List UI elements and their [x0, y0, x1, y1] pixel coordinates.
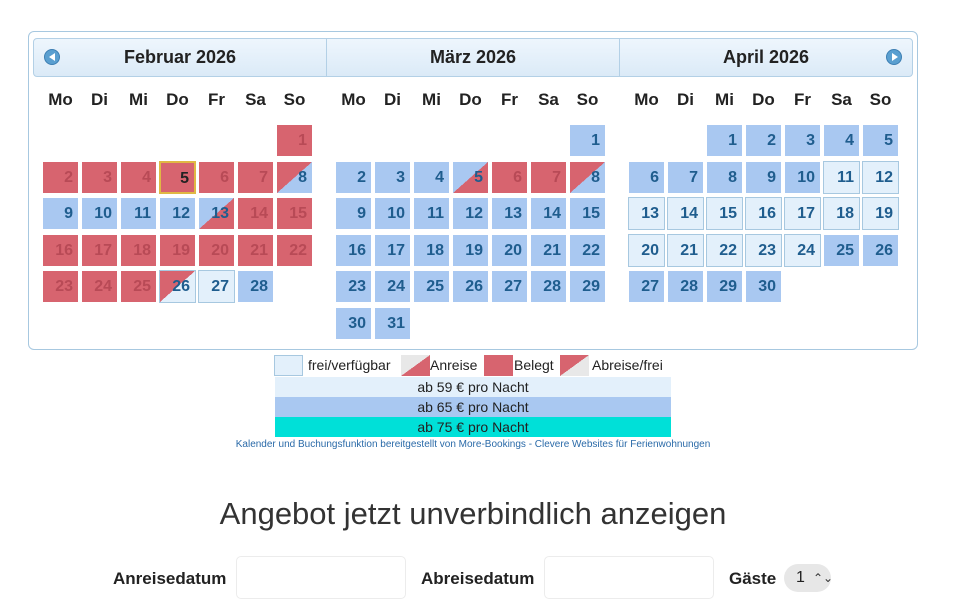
- month-title-march: März 2026: [429, 47, 517, 67]
- calendar-day[interactable]: 25: [120, 270, 157, 303]
- calendar-day[interactable]: 6: [628, 161, 665, 194]
- calendar-day[interactable]: 26: [862, 234, 899, 267]
- legend-swatch-departure: [560, 355, 589, 376]
- calendar-day[interactable]: 8: [569, 161, 606, 194]
- calendar-day[interactable]: 14: [667, 197, 704, 230]
- month-title-april: April 2026: [722, 47, 810, 67]
- calendar-day[interactable]: 13: [198, 197, 235, 230]
- calendar-day[interactable]: 28: [667, 270, 704, 303]
- weekday-header: Mo: [341, 90, 366, 109]
- arrival-date-input[interactable]: [236, 556, 406, 599]
- calendar-day[interactable]: 16: [335, 234, 372, 267]
- chevron-right-icon: [892, 53, 898, 61]
- calendar-day[interactable]: 11: [413, 197, 450, 230]
- weekday-header: Fr: [208, 90, 225, 109]
- guests-value: 1: [796, 569, 805, 586]
- guests-select[interactable]: [784, 564, 834, 592]
- provider-credit-link[interactable]: Kalender und Buchungsfunktion bereitgestellt von More-Bookings - Clevere Websites für Ferienwohnungen: [235, 439, 711, 450]
- calendar-day[interactable]: 6: [491, 161, 528, 194]
- departure-date-label: Abreisedatum: [421, 569, 535, 588]
- calendar-day[interactable]: 5: [452, 161, 489, 194]
- weekday-header: Sa: [831, 90, 852, 109]
- price-tier-65: ab 65 € pro Nacht: [275, 397, 671, 417]
- calendar-day[interactable]: 23: [335, 270, 372, 303]
- weekday-header: So: [576, 90, 599, 109]
- legend-label-booked: Belegt: [514, 357, 554, 373]
- calendar-day[interactable]: 1: [569, 124, 606, 157]
- calendar-day[interactable]: 11: [823, 161, 860, 194]
- legend-swatch-booked: [484, 355, 513, 376]
- calendar-day[interactable]: 26: [452, 270, 489, 303]
- legend-label-arrival: Anreise: [430, 357, 478, 373]
- weekday-header: Do: [752, 90, 775, 109]
- weekday-header: Mo: [634, 90, 659, 109]
- offer-title: Angebot jetzt unverbindlich anzeigen: [219, 496, 727, 531]
- weekday-header: Fr: [501, 90, 518, 109]
- calendar-day[interactable]: 17: [784, 197, 821, 230]
- weekday-header: Di: [384, 90, 401, 109]
- price-tier-59: ab 59 € pro Nacht: [275, 377, 671, 397]
- calendar-day[interactable]: 20: [491, 234, 528, 267]
- weekday-header: Mi: [129, 90, 148, 109]
- weekday-header: Mo: [48, 90, 73, 109]
- calendar-day[interactable]: 26: [159, 270, 196, 303]
- calendar-header: [33, 38, 913, 77]
- calendar-legend: [274, 355, 674, 376]
- price-tier-75: ab 75 € pro Nacht: [275, 417, 671, 437]
- calendar-day[interactable]: 3: [374, 161, 411, 194]
- calendar-day[interactable]: 28: [530, 270, 567, 303]
- calendar-day[interactable]: 16: [745, 197, 782, 230]
- calendar-day[interactable]: 2: [42, 161, 79, 194]
- calendar-day[interactable]: 19: [862, 197, 899, 230]
- calendar-day[interactable]: 18: [413, 234, 450, 267]
- calendar-day[interactable]: 6: [198, 161, 235, 194]
- calendar-day[interactable]: 8: [276, 161, 313, 194]
- calendar-day[interactable]: 19: [452, 234, 489, 267]
- next-month-button[interactable]: [886, 49, 902, 65]
- calendar-day[interactable]: 1: [706, 124, 743, 157]
- calendar-day[interactable]: 27: [198, 270, 235, 303]
- calendar-day[interactable]: 9: [745, 161, 782, 194]
- legend-swatch-arrival: [401, 355, 430, 376]
- calendar-day[interactable]: 8: [706, 161, 743, 194]
- calendar-day[interactable]: 29: [706, 270, 743, 303]
- calendar-day[interactable]: 20: [628, 234, 665, 267]
- weekday-header: Sa: [245, 90, 266, 109]
- weekday-header: Mi: [422, 90, 441, 109]
- calendar-day[interactable]: 7: [530, 161, 567, 194]
- calendar-day[interactable]: 4: [120, 161, 157, 194]
- calendar-day[interactable]: 12: [159, 197, 196, 230]
- calendar-day[interactable]: 10: [374, 197, 411, 230]
- calendar-day[interactable]: 24: [81, 270, 118, 303]
- calendar-day[interactable]: 9: [335, 197, 372, 230]
- calendar-day[interactable]: 12: [452, 197, 489, 230]
- legend-swatch-free: [274, 355, 303, 376]
- calendar-day[interactable]: 15: [706, 197, 743, 230]
- calendar-day[interactable]: 30: [335, 307, 372, 340]
- calendar-day[interactable]: 23: [745, 234, 782, 267]
- weekday-header: So: [869, 90, 892, 109]
- calendar-day[interactable]: 13: [628, 197, 665, 230]
- calendar-day[interactable]: 30: [745, 270, 782, 303]
- calendar-day[interactable]: 18: [120, 234, 157, 267]
- arrival-date-label: Anreisedatum: [113, 569, 227, 588]
- calendar-day[interactable]: 14: [237, 197, 274, 230]
- legend-label-departure: Abreise/frei: [592, 357, 663, 373]
- calendar-day[interactable]: 24: [784, 234, 821, 267]
- calendar-day[interactable]: 3: [784, 124, 821, 157]
- calendar-day[interactable]: 19: [159, 234, 196, 267]
- calendar-day[interactable]: 18: [823, 197, 860, 230]
- calendar-day[interactable]: 9: [42, 197, 79, 230]
- weekday-header: Di: [677, 90, 694, 109]
- weekday-header: Do: [459, 90, 482, 109]
- calendar-day[interactable]: 22: [706, 234, 743, 267]
- weekday-header: So: [283, 90, 306, 109]
- calendar-day[interactable]: 23: [42, 270, 79, 303]
- weekday-header: Sa: [538, 90, 559, 109]
- calendar-day[interactable]: 15: [569, 197, 606, 230]
- calendar-day[interactable]: 10: [81, 197, 118, 230]
- calendar-day[interactable]: 11: [120, 197, 157, 230]
- weekday-header: Do: [166, 90, 189, 109]
- calendar-day[interactable]: 2: [335, 161, 372, 194]
- calendar-day[interactable]: 17: [81, 234, 118, 267]
- calendar-day[interactable]: 3: [81, 161, 118, 194]
- calendar-day[interactable]: 22: [569, 234, 606, 267]
- calendar-day[interactable]: 17: [374, 234, 411, 267]
- calendar-day[interactable]: 29: [569, 270, 606, 303]
- calendar-day[interactable]: 27: [491, 270, 528, 303]
- calendar-day[interactable]: 14: [530, 197, 567, 230]
- calendar-day[interactable]: 20: [198, 234, 235, 267]
- calendar-day[interactable]: 10: [784, 161, 821, 194]
- calendar-day[interactable]: 21: [667, 234, 704, 267]
- calendar-day[interactable]: 2: [745, 124, 782, 157]
- weekday-header: Di: [91, 90, 108, 109]
- calendar-day[interactable]: 21: [530, 234, 567, 267]
- guests-label: Gäste: [729, 569, 777, 588]
- legend-label-free: frei/verfügbar: [308, 357, 391, 373]
- calendar-day[interactable]: 25: [413, 270, 450, 303]
- chevron-up-down-icon: ⌃⌄: [813, 571, 834, 585]
- calendar-day[interactable]: 15: [276, 197, 313, 230]
- weekday-header: Mi: [715, 90, 734, 109]
- month-title-february: Februar 2026: [123, 47, 237, 67]
- calendar-day[interactable]: 7: [237, 161, 274, 194]
- weekday-header: Fr: [794, 90, 811, 109]
- calendar-day[interactable]: 16: [42, 234, 79, 267]
- calendar-day[interactable]: 1: [276, 124, 313, 157]
- calendar-day[interactable]: 13: [491, 197, 528, 230]
- calendar-day[interactable]: 4: [413, 161, 450, 194]
- calendar-day[interactable]: 5: [159, 161, 196, 194]
- calendar-day[interactable]: 12: [862, 161, 899, 194]
- calendar-day[interactable]: 22: [276, 234, 313, 267]
- calendar-day[interactable]: 7: [667, 161, 704, 194]
- calendar-day[interactable]: 4: [823, 124, 860, 157]
- calendar-day[interactable]: 21: [237, 234, 274, 267]
- calendar-day[interactable]: 25: [823, 234, 860, 267]
- calendar-day[interactable]: 5: [862, 124, 899, 157]
- calendar-day[interactable]: 27: [628, 270, 665, 303]
- calendar-day[interactable]: 31: [374, 307, 411, 340]
- calendar-day[interactable]: 28: [237, 270, 274, 303]
- calendar-day[interactable]: 24: [374, 270, 411, 303]
- departure-date-input[interactable]: [544, 556, 714, 599]
